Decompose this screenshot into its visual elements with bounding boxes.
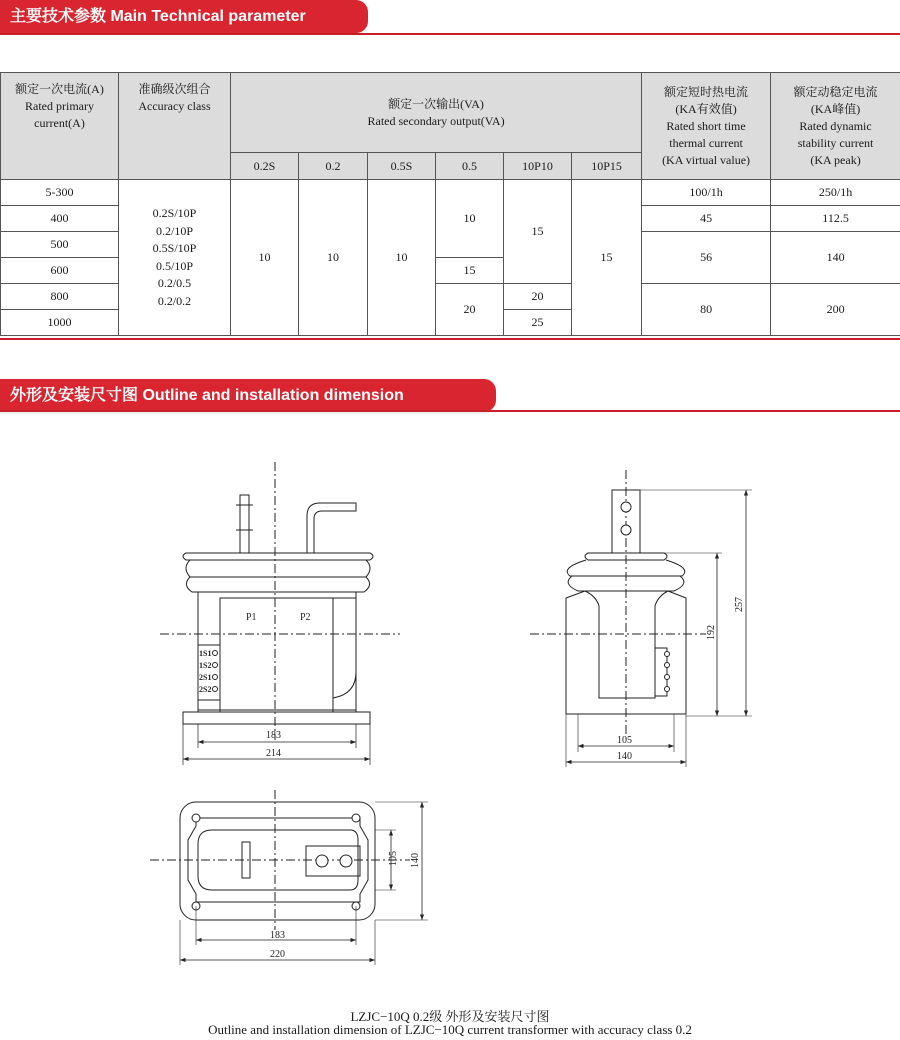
dim-label: 214 xyxy=(266,748,281,759)
section-rule xyxy=(0,410,900,412)
header-class-0-2s: 0.2S xyxy=(231,153,299,180)
header-class-0-2: 0.2 xyxy=(299,153,368,180)
dim-label: 183 xyxy=(266,730,281,741)
cell-output-0-5: 15 xyxy=(436,258,504,284)
dim-label: 192 xyxy=(706,625,717,640)
header-text: Rated short time xyxy=(666,118,746,133)
insulator-shed xyxy=(186,560,370,577)
accuracy-combo: 0.2/0.2 xyxy=(157,293,192,308)
header-text: (KA virtual value) xyxy=(662,152,751,167)
cell-thermal: 100/1h xyxy=(642,180,771,206)
side-view xyxy=(530,470,752,767)
dim-label: 257 xyxy=(734,597,745,612)
dim-label: 105 xyxy=(617,735,632,746)
header-text: 准确级次组合 xyxy=(138,82,211,96)
header-text: (KA峰值) xyxy=(810,101,861,116)
transformer-body xyxy=(668,591,686,714)
cell-output-0-5: 20 xyxy=(436,284,504,336)
header-text: (KA有效值) xyxy=(675,101,737,116)
cell-primary-current: 600 xyxy=(1,258,119,284)
accuracy-combo: 0.5S/10P xyxy=(152,241,197,255)
cell-dynamic: 140 xyxy=(771,232,900,284)
accuracy-combo: 0.2/10P xyxy=(155,223,193,238)
dim-label: 140 xyxy=(617,751,632,762)
cell-output-0-2: 10 xyxy=(299,180,368,336)
header-text: 额定短时热电流 xyxy=(664,84,749,99)
label-p2: P2 xyxy=(300,612,311,623)
header-dynamic-current xyxy=(771,73,900,180)
cell-dynamic: 200 xyxy=(771,284,900,336)
insulator-shed xyxy=(183,553,373,560)
cell-primary-current: 500 xyxy=(1,232,119,258)
dim-label: 140 xyxy=(410,853,421,868)
insulator-shed xyxy=(186,577,369,592)
cell-thermal: 56 xyxy=(642,232,771,284)
body-bulge xyxy=(333,598,356,698)
cell-output-10p15: 15 xyxy=(572,180,642,336)
header-text: 额定一次输出(VA) xyxy=(388,96,484,111)
cell-thermal: 80 xyxy=(642,284,771,336)
transformer-body xyxy=(566,591,585,714)
section-title-technical-parameters: 主要技术参数 Main Technical parameter xyxy=(0,0,368,33)
mounting-base xyxy=(183,712,370,724)
cell-output-10p10: 25 xyxy=(504,310,572,336)
header-text: Rated secondary output(VA) xyxy=(367,113,505,128)
header-text: 额定动稳定电流 xyxy=(793,84,878,99)
header-text: current(A) xyxy=(34,116,85,130)
terminal-label: 1S1 xyxy=(199,649,212,658)
figure-caption-en: Outline and installation dimension of LZJC−10Q current transformer with accuracy class 0.2 xyxy=(208,1022,692,1037)
header-accuracy-class xyxy=(119,73,231,180)
terminal-label: 1S2 xyxy=(199,661,212,670)
accuracy-combo: 0.5/10P xyxy=(155,258,193,273)
header-class-0-5: 0.5 xyxy=(436,153,504,180)
dim-label: 105 xyxy=(388,851,399,866)
dim-label: 220 xyxy=(270,949,285,960)
cell-output-0-5: 10 xyxy=(436,180,504,258)
technical-parameters-table xyxy=(0,72,900,336)
header-text: 额定一次电流(A) xyxy=(15,82,104,96)
terminal-label: 2S2 xyxy=(199,685,212,694)
header-text: stability current xyxy=(797,135,874,150)
figure-caption-cn: LZJC−10Q 0.2级 外形及安装尺寸图 xyxy=(350,1009,550,1024)
header-class-10p15: 10P15 xyxy=(572,153,642,180)
cell-output-10p10: 15 xyxy=(504,180,572,284)
cell-primary-current: 400 xyxy=(1,206,119,232)
cell-output-0-5s: 10 xyxy=(368,180,436,336)
cell-thermal: 45 xyxy=(642,206,771,232)
accuracy-combo: 0.2/0.5 xyxy=(157,276,192,290)
cell-output-10p10: 20 xyxy=(504,284,572,310)
header-text: Accuracy class xyxy=(138,99,211,113)
cell-accuracy-combos xyxy=(119,180,231,336)
section-rule xyxy=(0,338,900,340)
terminal-label: 2S1 xyxy=(199,673,212,682)
header-secondary-output xyxy=(231,73,642,153)
section-rule xyxy=(0,33,900,35)
header-class-0-5s: 0.5S xyxy=(368,153,436,180)
section-title-outline: 外形及安装尺寸图 Outline and installation dimension xyxy=(0,379,496,412)
accuracy-combo: 0.2S/10P xyxy=(152,206,197,220)
header-thermal-current xyxy=(642,73,771,180)
header-text: Rated dynamic xyxy=(799,118,872,133)
front-panel xyxy=(220,598,333,712)
dim-label: 183 xyxy=(270,930,285,941)
label-p1: P1 xyxy=(246,612,257,623)
front-view xyxy=(160,462,400,765)
header-text: (KA peak) xyxy=(810,152,861,167)
cell-primary-current: 1000 xyxy=(1,310,119,336)
outline-drawing xyxy=(0,440,900,1005)
header-text: thermal current xyxy=(669,135,743,150)
cell-primary-current: 800 xyxy=(1,284,119,310)
transformer-body xyxy=(198,592,356,710)
cell-primary-current: 5-300 xyxy=(1,180,119,206)
cell-dynamic: 112.5 xyxy=(771,206,900,232)
top-view xyxy=(150,790,428,965)
cell-output-0-2s: 10 xyxy=(231,180,299,336)
header-class-10p10: 10P10 xyxy=(504,153,572,180)
header-rated-primary xyxy=(1,73,119,180)
primary-terminal-p2 xyxy=(307,503,356,553)
cell-dynamic: 250/1h xyxy=(771,180,900,206)
primary-terminal-p1 xyxy=(240,495,249,553)
header-text: Rated primary xyxy=(25,99,94,113)
